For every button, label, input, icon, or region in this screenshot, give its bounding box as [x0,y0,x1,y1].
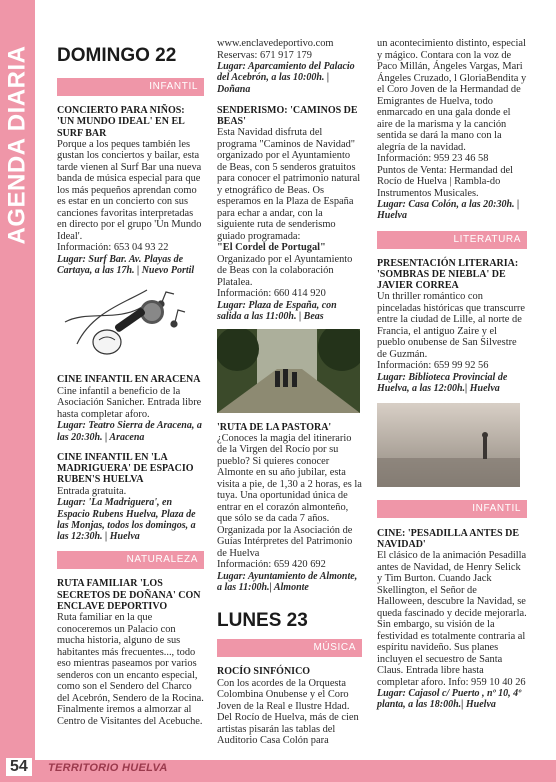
event-location: Lugar: Plaza de España, con salida a las 11:00h. | Beas [217,299,337,323]
foggy-walker-photo [377,403,520,487]
event-title: CINE: 'PESADILLA ANTES DE NAVIDAD' [377,527,519,550]
event-title: CONCIERTO PARA NIÑOS: 'UN MUNDO IDEAL' EN EL SURF BAR [57,105,185,139]
event-description: Cine infantil a beneficio de la Asociación Sanicher. Entrada libre hasta completar aforo. [57,385,202,420]
event-title: PRESENTACIÓN LITERARIA: 'SOMBRAS DE NIEBLA' DE JAVIER CORREA [377,257,519,292]
event-location: Lugar: Surf Bar. Av. Playas de Cartaya, a las 17h. | Nuevo Portil [57,253,195,277]
event-location: Lugar: Teatro Sierra de Aracena, a las 20:30h. | Aracena [57,420,202,443]
fog-image [377,403,520,487]
event-info: Información: 660 414 920 [217,288,326,300]
event-organizer: Organizado por el Ayuntamiento de Beas con la colaboración Platalea. [217,253,353,288]
event-title: ROCÍO SINFÓNICO [217,666,311,678]
column-2 [217,38,362,747]
category-bar: MÚSICA [217,639,362,657]
event-info: Información: 959 23 46 58 [377,153,489,164]
event-description: Entrada gratuita. [57,485,127,497]
event-description: El clásico de la animación Pesadilla antes de Navidad, de Henry Selick y Tim Burton. Cuando Jack Skellington, el Señor de Halloween, descubre la Navidad, se queda fascinado y decide mejorarla. Sin embargo, su visión de la festividad es totalmente contraria al espíritu navideño. Sus planes incluyen el secuestro de Santa Claus. Entrada libre hasta completar aforo. Info: 959 10 40 26 [377,550,527,688]
event-title: CINE INFANTIL EN ARACENA [57,374,201,386]
event-reservations: Reservas: 671 917 179 [217,49,312,61]
event-description: un acontecimiento distinto, especial y mágico. Contara con la voz de Paco Millán, Ángeles Vargas, Mari Ángeles Cruzado, l GloriaBendita y el Coro Joven de la Hermandad de Emigrantes de Huelva, todo enmarcado en una gala donde el aire de la marisma y la canción sentida se dará la mano con la alegría de la navidad. [377,38,527,153]
event-info: Información: 659 99 92 56 [377,360,489,372]
event-title: CINE INFANTIL EN 'LA MADRIGUERA' DE ESPACIO RUBEN'S HUELVA [57,451,194,486]
section-title-vertical: AGENDA DIARIA [3,45,31,245]
event-sales-points: Puntos de Venta: Hermandad del Rocío de Huelva | Rambla-do Instrumentos Musicales. [377,164,514,199]
microphone-illustration [57,282,192,364]
hikers-photo [217,329,360,413]
category-bar: LITERATURA [377,231,527,249]
event-location: Lugar: Casa Colón, a las 20:30h. | Huelva [377,199,520,222]
event-location: Lugar: Aparcamiento del Palacio del Acebrón, a las 10:00h. | Doñana [217,61,355,95]
day-heading: DOMINGO 22 [57,45,177,66]
event-route: "El Cordel de Portugal" [217,242,326,254]
microphone-image [57,282,192,364]
event-website: www.enclavedeportivo.com [217,38,334,49]
event-description: Ruta familiar en la que conoceremos un Palacio con mucha historia, alguno de sus habitantes más frecuentes..., todo eso mientras paseamos por varios senderos con un encanto especial, como son el Sendero del Charco del Acebrón, Sendero de la Rocina. Finalmente iremos a almorzar al Centro de Visitantes del Acebuche. [57,612,204,727]
day-heading: LUNES 23 [217,610,308,632]
category-bar: INFANTIL [57,78,204,96]
event-location: Lugar: Cajasol c/ Puerto , nº 10, 4º planta, a las 18:00h.| Huelva [377,688,522,711]
event-title: 'RUTA DE LA PASTORA' [217,421,332,433]
event-info: Información: 653 04 93 22 [57,242,169,254]
event-description: ¿Conoces la magia del itinerario de la Virgen del Rocío por su pueblo? Si quieres conocer Almonte en su año jubilar, esta visita a pie, de 1,30 a 2 horas, es la tuya. Una oportunidad única de entrar en el corazón almonteño, que sólo se da cada 7 años. Organizada por la Asociación de Guías Intérpretes del Patrimonio de Huelva [217,432,362,559]
event-location: Lugar: Ayuntamiento de Almonte, a las 11:00h.| Almonte [217,570,358,594]
sidebar [0,0,35,782]
event-description: Un thriller romántico con pinceladas históricas que transcurre entre la ciudad de Lille, al norte de Francia, el antiguo Zaire y el pueblo onubense de San Silvestre de Guzmán. [377,291,526,360]
column-3 [377,38,527,711]
event-description: Porque a los peques también les gustan los conciertos y bailar, esta tarde vienen al Surf Bar una nueva banda de música especial para que los más pequeños aprendan como es estar en un concierto con sus canciones favoritas interpretadas en directo por el grupo 'Un Mundo Ideal'. [57,138,202,242]
category-bar: NATURALEZA [57,551,204,569]
hikers-image [217,329,360,413]
event-title: SENDERISMO: 'CAMINOS DE BEAS' [217,104,358,128]
page-number: 54 [6,758,32,776]
magazine-brand: TERRITORIO HUELVA [48,762,168,774]
event-location: Lugar: Biblioteca Provincial de Huelva, a las 12:00h.| Huelva [377,371,508,395]
event-location: Lugar: 'La Madriguera', en Espacio Rubens Huelva, Plaza de las Monjas, todos los domingos, a las 12:30h. | Huelva [57,497,196,543]
event-description: Esta Navidad disfruta del programa "Caminos de Navidad" organizado por el Ayuntamiento de Beas, con 5 senderos gratuitos para conocer el patrimonio natural y etnográfico de Beas. Os esperamos en la Plaza de España para echar a andar, con la siguiente ruta de senderismo guiado programada: [217,127,361,242]
event-title: RUTA FAMILIAR 'LOS SECRETOS DE DOÑANA' CON ENCLAVE DEPORTIVO [57,578,201,613]
category-bar: INFANTIL [377,500,527,518]
event-info: Información: 659 420 692 [217,559,326,571]
event-description: Con los acordes de la Orquesta Colombina Onubense y el Coro Joven de la Real e Ilustre Hdad. Del Rocío de Huelva, más de cien artistas pisarán las tablas del Auditorio Casa Colón para [217,677,359,747]
column-1 [57,38,204,727]
